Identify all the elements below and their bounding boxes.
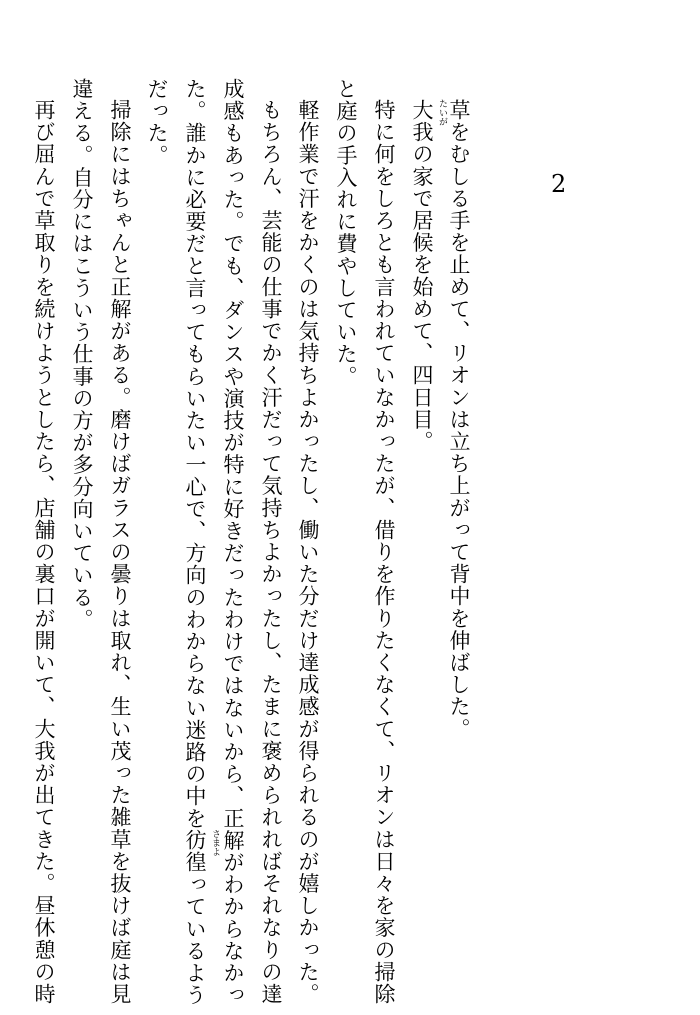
text-column <box>407 78 447 999</box>
text-run: た。誰かに必要だと言ってもらいたい一心で、方向のわからない迷路の中を <box>183 78 207 830</box>
text-column: 掃除にはちゃんと正解がある。磨けばガラスの曇りは取れ、生い茂った雑草を抜けば庭は見 <box>108 99 132 1006</box>
ruby-word <box>407 99 447 144</box>
text-column: 草をむしる手を止めて、リオンは立ち上がって背中を伸ばした。 <box>447 99 471 740</box>
chapter-number: 2 <box>551 170 567 198</box>
text-column: 再び屈んで草取りを続けようとしたら、店舗の裏口が開いて、大我が出てきた。昼休憩の時 <box>32 99 56 1006</box>
text-column: 軽作業で汗をかくのは気持ちよかったし、働いた分だけ達成感が得られるのが嬉しかった。 <box>296 99 320 1006</box>
text-run: っているよう <box>183 873 207 1007</box>
text-column: もちろん、芸能の仕事でかく汗だって気持ちよかったし、たまに褒められればそれなりの達 <box>259 99 283 1006</box>
text-column: 違える。自分にはこういう仕事の方が多分向いている。 <box>70 78 94 631</box>
ruby-base: 大我 <box>410 99 434 144</box>
text-column: だった。 <box>145 78 169 167</box>
text-column <box>180 78 220 1007</box>
text-column: と庭の手入れに費やしていた。 <box>334 78 358 388</box>
ruby-reading: たいが <box>437 99 447 126</box>
text-column: 特に何をしろとも言われていなかったが、借りを作りたくなくて、リオンは日々を家の掃除 <box>372 99 396 1006</box>
ruby-base: 彷徨 <box>183 829 207 874</box>
text-run: の家で居候を始めて、四日目。 <box>410 143 434 453</box>
ruby-reading: さまよ <box>210 829 220 857</box>
ruby-word <box>180 829 220 874</box>
text-column: 成感もあった。でも、ダンスや演技が特に好きだったわけではないから、正解がわからなかっ <box>221 78 245 1007</box>
text-body <box>0 78 700 1007</box>
